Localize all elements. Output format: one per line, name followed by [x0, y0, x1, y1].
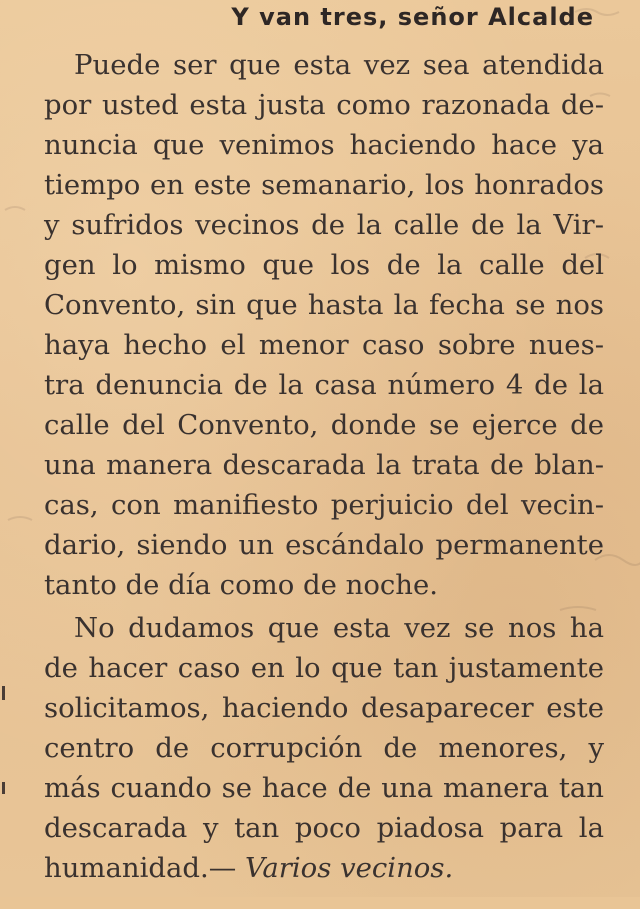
left-edge-mark [2, 782, 5, 794]
text-line: calle del Convento, donde se ejerce de [44, 409, 604, 441]
article-title: Y van tres, señor Alcalde [231, 3, 594, 31]
text-line: tiempo en este semanario, los honrados [44, 169, 604, 201]
text-line: más cuando se hace de una manera tan [44, 772, 604, 804]
text-line: solicitamos, haciendo desaparecer este [44, 692, 604, 724]
text-line: No dudamos que esta vez se nos ha [74, 612, 604, 644]
bleed-stroke [8, 517, 32, 520]
closing-line [44, 848, 604, 888]
article-body [44, 45, 604, 888]
text-line: Convento, sin que hasta la fecha se nos [44, 289, 604, 321]
text-line: tra denuncia de la casa número 4 de la [44, 369, 604, 401]
text-line: haya hecho el menor caso sobre nues- [44, 329, 604, 361]
closing-text: humanidad.— [44, 852, 237, 884]
text-line: Puede ser que esta vez sea atendida [74, 49, 604, 81]
text-line: tanto de día como de noche. [44, 569, 439, 601]
left-edge-mark [2, 686, 5, 700]
text-line: por usted esta justa como razonada de- [44, 89, 604, 121]
text-line: gen lo mismo que los de la calle del [44, 249, 604, 281]
paragraph-2 [44, 608, 604, 888]
text-line: nuncia que venimos haciendo hace ya [44, 129, 604, 161]
text-line: dario, siendo un escándalo permanente [44, 529, 604, 561]
text-line: centro de corrupción de menores, y [44, 732, 604, 764]
text-line: y sufridos vecinos de la calle de la Vir- [44, 209, 604, 241]
text-line: una manera descarada la trata de blan- [44, 449, 604, 481]
signature: Varios vecinos. [245, 852, 454, 884]
text-line: cas, con manifiesto perjuicio del vecin- [44, 489, 604, 521]
text-line: de hacer caso en lo que tan justamente [44, 652, 604, 684]
paragraph-1 [44, 45, 604, 605]
bleed-stroke [5, 207, 25, 210]
text-line: descarada y tan poco piadosa para la [44, 812, 604, 844]
